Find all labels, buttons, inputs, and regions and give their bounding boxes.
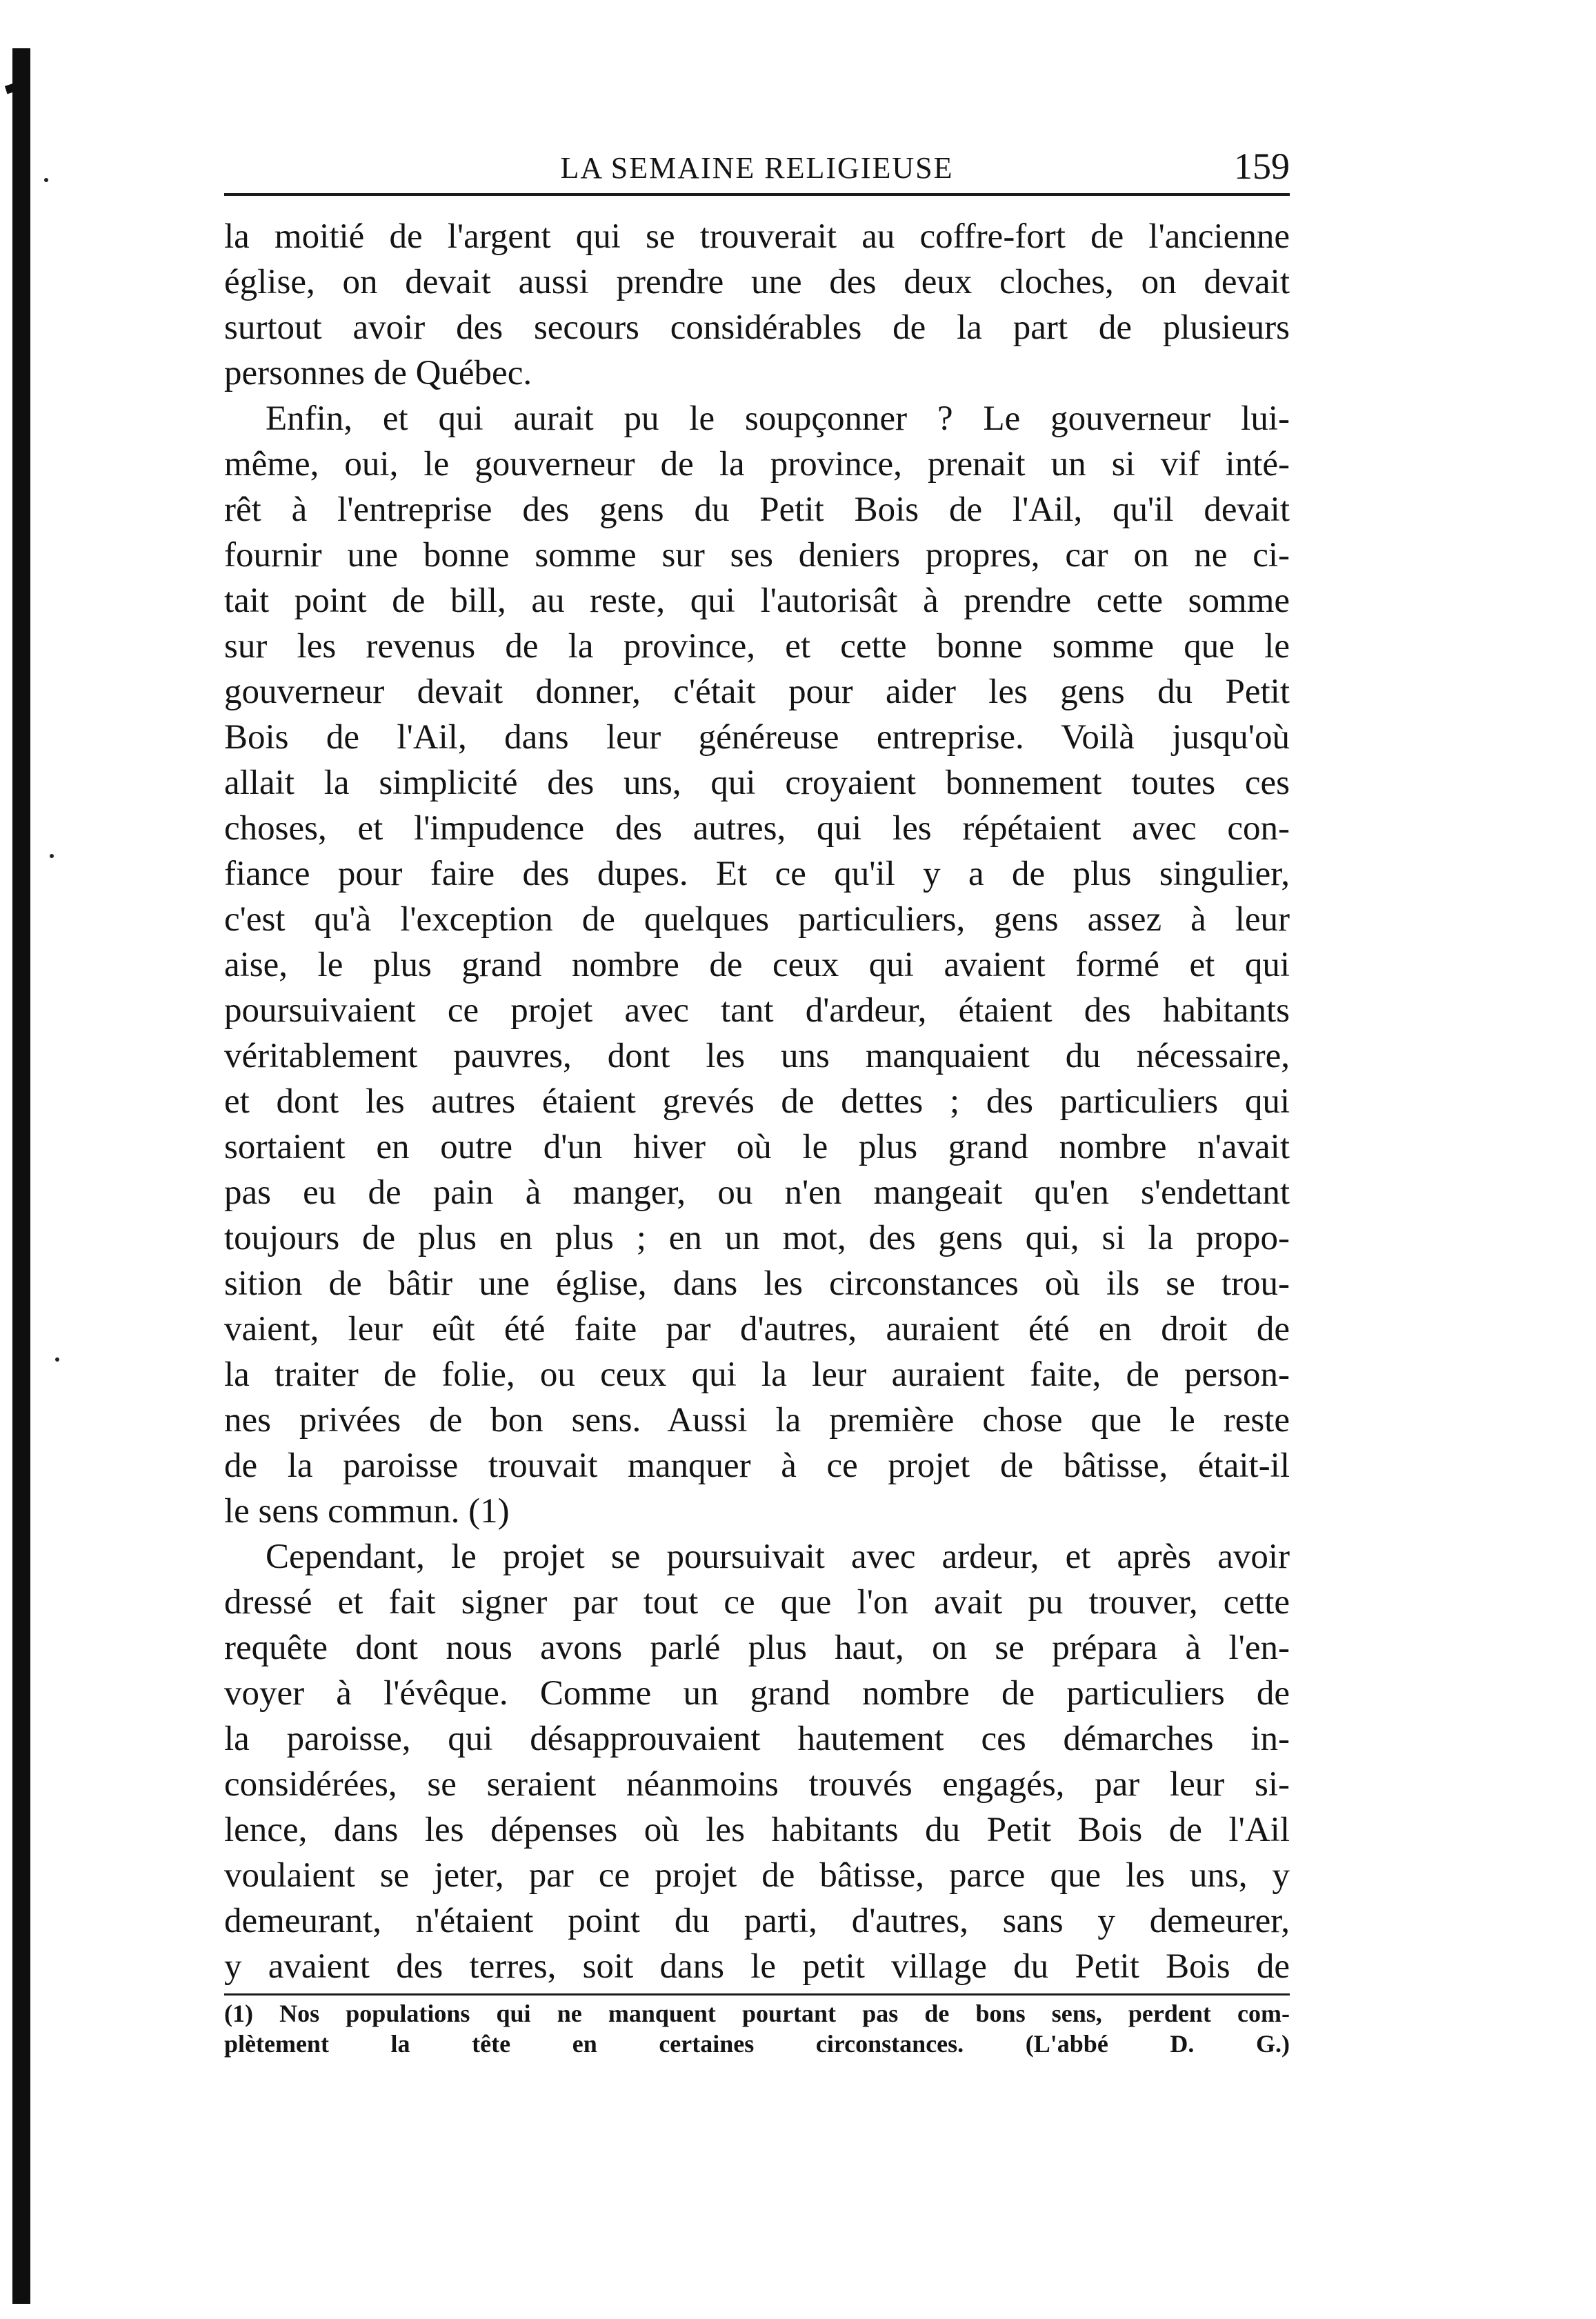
- text-line: sortaient en outre d'un hiver où le plus grand nombre n'avait: [224, 1128, 1290, 1166]
- running-title: LA SEMAINE RELIGIEUSE: [560, 151, 954, 185]
- text-line: sition de bâtir une église, dans les circonstances où ils se trou-: [224, 1264, 1290, 1303]
- text-line: gouverneur devait donner, c'était pour aider les gens du Petit: [224, 673, 1290, 711]
- text-line: voyer à l'évêque. Comme un grand nombre de particuliers de: [224, 1674, 1290, 1713]
- text-line: requête dont nous avons parlé plus haut, on se prépara à l'en-: [224, 1629, 1290, 1667]
- text-line: le sens commun. (1): [224, 1492, 510, 1531]
- text-line: toujours de plus en plus ; en un mot, des gens qui, si la propo-: [224, 1219, 1290, 1257]
- footnote-line: plètement la tête en certaines circonstances. (L'abbé D. G.): [224, 2030, 1290, 2058]
- text-line: y avaient des terres, soit dans le petit village du Petit Bois de: [224, 1947, 1290, 1986]
- text-line: même, oui, le gouverneur de la province, prenait un si vif inté-: [224, 445, 1290, 484]
- page-number: 159: [1234, 146, 1290, 187]
- footnote: [224, 1993, 1290, 2059]
- text-line: véritablement pauvres, dont les uns manquaient du nécessaire,: [224, 1037, 1290, 1075]
- text-line: vaient, leur eût été faite par d'autres, auraient été en droit de: [224, 1310, 1290, 1348]
- text-line: tait point de bill, au reste, qui l'autorisât à prendre cette somme: [224, 581, 1290, 620]
- text-line: allait la simplicité des uns, qui croyaient bonnement toutes ces: [224, 764, 1290, 802]
- text-line: rêt à l'entreprise des gens du Petit Bois de l'Ail, qu'il devait: [224, 490, 1290, 529]
- text-line: fiance pour faire des dupes. Et ce qu'il y a de plus singulier,: [224, 855, 1290, 893]
- footnote-line: (1) Nos populations qui ne manquent pourtant pas de bons sens, perdent com-: [224, 2000, 1290, 2027]
- book-page: [224, 138, 1290, 2059]
- margin-speck: [44, 178, 48, 182]
- text-line: la moitié de l'argent qui se trouverait au coffre-fort de l'ancienne: [224, 217, 1290, 256]
- text-line: considérées, se seraient néanmoins trouvés engagés, par leur si-: [224, 1765, 1290, 1804]
- text-line: aise, le plus grand nombre de ceux qui avaient formé et qui: [224, 946, 1290, 984]
- text-line: c'est qu'à l'exception de quelques particuliers, gens assez à leur: [224, 900, 1290, 939]
- text-line: Bois de l'Ail, dans leur généreuse entreprise. Voilà jusqu'où: [224, 718, 1290, 757]
- text-line: poursuivaient ce projet avec tant d'ardeur, étaient des habitants: [224, 991, 1290, 1030]
- text-line: demeurant, n'étaient point du parti, d'autres, sans y demeurer,: [224, 1902, 1290, 1940]
- running-header: [224, 138, 1290, 196]
- text-line: nes privées de bon sens. Aussi la première chose que le reste: [224, 1401, 1290, 1440]
- text-line: la traiter de folie, ou ceux qui la leur auraient faite, de person-: [224, 1355, 1290, 1394]
- text-line: Enfin, et qui aurait pu le soupçonner ? Le gouverneur lui-: [266, 399, 1290, 438]
- margin-speck: [55, 1357, 59, 1362]
- body-text: [224, 214, 1290, 1989]
- text-line: pas eu de pain à manger, ou n'en mangeait qu'en s'endettant: [224, 1173, 1290, 1212]
- text-line: dressé et fait signer par tout ce que l'on avait pu trouver, cette: [224, 1583, 1290, 1622]
- text-line: choses, et l'impudence des autres, qui les répétaient avec con-: [224, 809, 1290, 848]
- text-line: lence, dans les dépenses où les habitants du Petit Bois de l'Ail: [224, 1811, 1290, 1849]
- text-line: surtout avoir des secours considérables de la part de plusieurs: [224, 308, 1290, 347]
- text-line: personnes de Québec.: [224, 354, 532, 392]
- text-line: sur les revenus de la province, et cette bonne somme que le: [224, 627, 1290, 666]
- book-spine-edge: [12, 48, 30, 2304]
- text-line: voulaient se jeter, par ce projet de bâtisse, parce que les uns, y: [224, 1856, 1290, 1895]
- text-line: de la paroisse trouvait manquer à ce projet de bâtisse, était-il: [224, 1446, 1290, 1485]
- text-line: église, on devait aussi prendre une des deux cloches, on devait: [224, 263, 1290, 301]
- margin-speck: [50, 854, 54, 858]
- text-line: Cependant, le projet se poursuivait avec ardeur, et après avoir: [266, 1537, 1290, 1576]
- text-line: la paroisse, qui désapprouvaient hautement ces démarches in-: [224, 1720, 1290, 1758]
- text-line: et dont les autres étaient grevés de dettes ; des particuliers qui: [224, 1082, 1290, 1121]
- text-line: fournir une bonne somme sur ses deniers propres, car on ne ci-: [224, 536, 1290, 575]
